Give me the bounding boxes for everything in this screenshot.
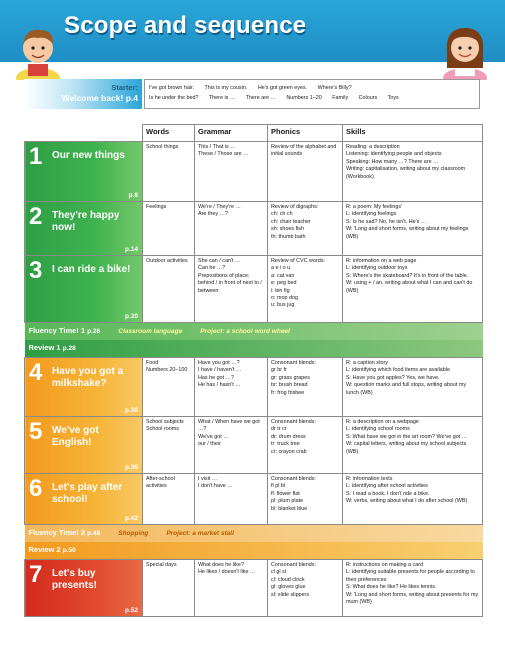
unit-grammar-cell xyxy=(195,417,268,474)
unit-phonics-line: Consonant blends: xyxy=(271,360,316,366)
unit-words-cell xyxy=(143,358,195,417)
unit-number: 6 xyxy=(29,475,43,502)
unit-title-cell xyxy=(25,358,143,417)
unit-page: p.20 xyxy=(124,312,138,320)
unit-row xyxy=(25,417,483,474)
fluency-2-project: Project: a market stall xyxy=(166,530,234,537)
unit-skills-line: S: Is he sad? No, he isn't. He's … xyxy=(346,218,427,225)
unit-skills-line: Writing: capitalisation, writing about my classroom (Workbook) xyxy=(346,166,466,180)
fluency-band-1-cell xyxy=(25,323,483,341)
starter-page: p.4 xyxy=(125,93,138,103)
unit-grammar-cell xyxy=(195,142,268,202)
unit-skills-line: S: I read a book. I don't ride a bike. xyxy=(346,490,430,497)
starter-item: There is … xyxy=(208,95,236,101)
unit-phonics-line: br: brush bread xyxy=(271,382,308,389)
unit-words-line: Food xyxy=(146,360,159,366)
starter-label xyxy=(24,79,142,109)
unit-title-cell xyxy=(25,560,143,617)
unit-grammar-line: He has / hasn't … xyxy=(198,382,241,389)
unit-row xyxy=(25,358,483,417)
unit-phonics-line: u: bus jug xyxy=(271,302,295,309)
unit-phonics-line: a: cat van xyxy=(271,272,295,279)
unit-phonics-line: a e i o u xyxy=(271,265,291,272)
unit-title-cell xyxy=(25,142,143,202)
unit-phonics-line: dr: drum dress xyxy=(271,433,306,440)
unit-phonics-cell xyxy=(268,256,343,323)
starter-row xyxy=(24,79,480,109)
unit-phonics-line: bl: blanket blue xyxy=(271,505,308,512)
starter-item: Numbers 1–20 xyxy=(286,95,322,101)
review-1-page: p.28 xyxy=(62,345,76,352)
unit-skills-line: L: identifying school rooms xyxy=(346,426,410,433)
unit-skills-line: Listening: identifying people and objects xyxy=(346,151,442,158)
unit-grammar-line: Prepositions of place: behind / in front of next to / between xyxy=(198,272,262,294)
unit-title: We've got English! xyxy=(52,425,99,448)
starter-item: Toys xyxy=(387,95,399,101)
unit-row xyxy=(25,202,483,256)
starter-content xyxy=(144,79,480,109)
unit-skills-line: Reading: a description xyxy=(346,144,400,150)
unit-phonics-line: o: mop dog xyxy=(271,295,298,302)
unit-grammar-line: Have you got …? xyxy=(198,360,240,366)
unit-title: They're happy now! xyxy=(52,210,120,233)
review-band-2 xyxy=(25,542,483,560)
unit-page: p.8 xyxy=(128,191,138,199)
unit-phonics-line: sh: shoes fish xyxy=(271,226,304,233)
unit-phonics-line: gr br fr xyxy=(271,367,287,374)
unit-phonics-line: pl: plum plate xyxy=(271,498,304,505)
unit-title-cell xyxy=(25,417,143,474)
unit-phonics-line: gl: gloves glue xyxy=(271,584,306,591)
unit-phonics-line: ch: chair teacher xyxy=(271,218,311,225)
unit-grammar-cell xyxy=(195,256,268,323)
unit-words-cell xyxy=(143,142,195,202)
unit-grammar-line: I visit … xyxy=(198,476,218,482)
unit-words-cell xyxy=(143,474,195,525)
unit-skills-line: R: a poem: My feelings' xyxy=(346,204,403,210)
unit-title-cell xyxy=(25,256,143,323)
unit-grammar-cell xyxy=(195,202,268,256)
unit-words-line: School things xyxy=(146,144,179,150)
unit-phonics-line: Review of CVC words: xyxy=(271,258,325,264)
unit-grammar-line: We've got … xyxy=(198,433,229,440)
unit-grammar-line: Has he got …? xyxy=(198,374,234,381)
starter-item: Where's Billy? xyxy=(317,85,352,91)
unit-phonics-line: ch: ch ch xyxy=(271,211,293,218)
unit-phonics-line: cl: cloud clock xyxy=(271,576,305,583)
unit-skills-cell xyxy=(343,560,483,617)
unit-skills-cell xyxy=(343,142,483,202)
unit-phonics-cell xyxy=(268,474,343,525)
unit-grammar-line: Are they …? xyxy=(198,211,228,218)
unit-phonics-line: Review of the alphabet and initial sounds xyxy=(271,144,337,158)
unit-phonics-cell xyxy=(268,358,343,417)
unit-row xyxy=(25,142,483,202)
unit-skills-line: W: 'Long and short forms, writing about my feelings (WB) xyxy=(346,226,469,240)
unit-words-line: Outdoor activities xyxy=(146,258,188,264)
unit-skills-line: W: using + / an, writing about what I can and can't do (WB) xyxy=(346,280,473,294)
unit-grammar-line: I have / haven't … xyxy=(198,367,242,374)
unit-grammar-line: our / their xyxy=(198,441,221,448)
unit-title: Have you got a milkshake? xyxy=(52,366,124,389)
unit-phonics-line: tr: truck tree xyxy=(271,441,300,448)
unit-phonics-cell xyxy=(268,142,343,202)
unit-page: p.36 xyxy=(124,463,138,471)
unit-words-line: Special days xyxy=(146,562,177,568)
unit-skills-line: S: What have we got in the art room? We've got … xyxy=(346,433,468,440)
unit-skills-line: S: What does he like? He likes tennis. xyxy=(346,584,437,591)
unit-skills-cell xyxy=(343,256,483,323)
unit-grammar-line: What / When have we got …? xyxy=(198,419,260,433)
review-band-1 xyxy=(25,340,483,358)
unit-row xyxy=(25,474,483,525)
col-header-phonics: Phonics xyxy=(268,125,343,142)
unit-skills-line: R: a caption story xyxy=(346,360,388,366)
unit-skills-line: R: a description on a webpage xyxy=(346,419,419,425)
starter-item: Is he under the bed? xyxy=(149,95,199,101)
unit-phonics-line: fr: frog frisbee xyxy=(271,389,305,396)
fluency-band-2 xyxy=(25,525,483,543)
unit-skills-line: W: 'Long and short forms, writing about presents for my mum (WB) xyxy=(346,591,479,606)
unit-skills-cell xyxy=(343,202,483,256)
unit-grammar-cell xyxy=(195,358,268,417)
unit-number: 3 xyxy=(29,257,43,284)
unit-skills-cell xyxy=(343,358,483,417)
unit-skills-line: R: information on a web page xyxy=(346,258,417,264)
review-1-label: Review 1 xyxy=(28,343,61,352)
header-banner xyxy=(0,0,505,62)
unit-words-line: Feelings xyxy=(146,204,167,210)
unit-skills-line: W: capital letters, writing about my school subjects (WB) xyxy=(346,441,467,455)
fluency-band-2-cell xyxy=(25,525,483,543)
unit-grammar-line: Can he …? xyxy=(198,265,226,272)
boy-illustration xyxy=(14,22,62,80)
unit-skills-cell xyxy=(343,474,483,525)
starter-heading: Starter: xyxy=(111,83,138,92)
unit-grammar-line: These / Those are … xyxy=(198,151,249,158)
unit-title-cell xyxy=(25,202,143,256)
unit-page: p.14 xyxy=(124,245,138,253)
unit-page: p.52 xyxy=(124,606,138,614)
unit-phonics-line: Consonant blends: xyxy=(271,419,316,425)
unit-skills-line: L: identifying feelings xyxy=(346,211,397,218)
unit-phonics-line: i: bin fig xyxy=(271,287,290,294)
starter-item: Colours xyxy=(358,95,378,101)
starter-item: Family xyxy=(332,95,349,101)
unit-number: 1 xyxy=(29,143,43,170)
unit-phonics-line: fl pl bl xyxy=(271,483,286,490)
unit-skills-line: L: identifying which food items are available xyxy=(346,367,450,374)
unit-phonics-line: fl: flower flat xyxy=(271,490,300,497)
unit-grammar-line: He likes / doesn't like … xyxy=(198,569,256,576)
unit-grammar-cell xyxy=(195,560,268,617)
unit-phonics-line: Review of digraphs: xyxy=(271,204,319,210)
unit-phonics-line: Consonant blends: xyxy=(271,562,316,568)
unit-phonics-line: e: peg bed xyxy=(271,280,297,287)
starter-welcome: Welcome back! xyxy=(61,93,124,103)
starter-item: I've got brown hair. xyxy=(149,85,195,91)
page-title: Scope and sequence xyxy=(64,12,307,39)
unit-skills-line: W: verbs, writing about what I do after school (WB) xyxy=(346,498,468,505)
unit-skills-line: Speaking: How many …? There are … xyxy=(346,158,439,165)
unit-row xyxy=(25,560,483,617)
fluency-2-page: p.48 xyxy=(87,530,101,537)
unit-phonics-line: dr tr cr xyxy=(271,426,287,433)
review-band-2-cell xyxy=(25,542,483,560)
unit-phonics-cell xyxy=(268,560,343,617)
table-header-row xyxy=(25,125,483,142)
unit-title: I can ride a bike! xyxy=(52,264,131,275)
unit-words-cell xyxy=(143,417,195,474)
fluency-band-1 xyxy=(25,323,483,341)
unit-words-line: Numbers 20–100 xyxy=(146,367,188,374)
review-band-1-cell xyxy=(25,340,483,358)
unit-number: 7 xyxy=(29,561,43,588)
fluency-1-label: Fluency Time! 1 xyxy=(28,326,86,335)
unit-skills-line: S: Have you got apples? Yes, we have. xyxy=(346,374,440,381)
unit-phonics-line: cr: crayon crab xyxy=(271,448,307,455)
unit-grammar-line: I don't have … xyxy=(198,483,233,490)
unit-number: 2 xyxy=(29,203,43,230)
unit-number: 5 xyxy=(29,418,43,445)
unit-phonics-line: Consonant blends: xyxy=(271,476,316,482)
starter-item: There are … xyxy=(245,95,276,101)
scope-table xyxy=(24,124,483,617)
col-header-skills: Skills xyxy=(343,125,483,142)
fluency-1-page: p.26 xyxy=(87,328,101,335)
unit-grammar-line: We're / They're … xyxy=(198,204,241,210)
unit-skills-line: L: identifying outdoor toys xyxy=(346,265,408,272)
unit-words-cell xyxy=(143,202,195,256)
unit-phonics-line: sl: slide slippers xyxy=(271,591,310,598)
unit-skills-line: L: identifying after school activities xyxy=(346,483,428,490)
starter-item: This is my cousin. xyxy=(204,85,248,91)
fluency-2-label: Fluency Time! 2 xyxy=(28,528,86,537)
review-2-page: p.50 xyxy=(62,547,76,554)
unit-grammar-line: What does he like? xyxy=(198,562,244,568)
unit-title: Let's play after school! xyxy=(52,482,123,505)
unit-skills-line: W: question marks and full stops, writing about my lunch (WB) xyxy=(346,382,467,396)
unit-phonics-cell xyxy=(268,417,343,474)
unit-skills-line: S: Where's the skateboard? It's in front of the table. xyxy=(346,272,469,279)
unit-number: 4 xyxy=(29,359,43,386)
unit-words-line: School rooms xyxy=(146,426,179,433)
unit-title: Our new things xyxy=(52,150,125,161)
unit-page: p.30 xyxy=(124,406,138,414)
unit-phonics-line: cl gl sl xyxy=(271,569,286,576)
unit-phonics-line: th: thumb bath xyxy=(271,233,306,240)
unit-skills-line: L: identifying suitable presents for people according to their preferences xyxy=(346,569,475,583)
unit-words-line: School subjects xyxy=(146,419,184,425)
unit-grammar-line: This / That is … xyxy=(198,144,236,150)
fluency-1-project: Project: a school word wheel xyxy=(200,328,290,335)
review-2-label: Review 2 xyxy=(28,545,61,554)
header-spacer xyxy=(25,125,143,142)
unit-skills-line: R: information texts xyxy=(346,476,393,482)
starter-subheading xyxy=(24,93,138,104)
unit-page: p.42 xyxy=(124,514,138,522)
unit-title: Let's buy presents! xyxy=(52,568,98,591)
unit-row xyxy=(25,256,483,323)
unit-skills-line: R: instructions on making a card xyxy=(346,562,424,568)
col-header-words: Words xyxy=(143,125,195,142)
unit-phonics-line: gr: grass grapes xyxy=(271,374,310,381)
starter-item: He's got green eyes. xyxy=(257,85,308,91)
unit-grammar-cell xyxy=(195,474,268,525)
unit-title-cell xyxy=(25,474,143,525)
unit-grammar-line: She can / can't … xyxy=(198,258,241,264)
unit-words-cell xyxy=(143,256,195,323)
unit-words-line: After-school activities xyxy=(146,476,175,490)
fluency-2-topic: Shopping xyxy=(118,530,149,537)
unit-words-cell xyxy=(143,560,195,617)
fluency-1-topic: Classroom language xyxy=(118,328,183,335)
col-header-grammar: Grammar xyxy=(195,125,268,142)
girl-illustration xyxy=(441,22,489,80)
unit-skills-cell xyxy=(343,417,483,474)
unit-phonics-cell xyxy=(268,202,343,256)
